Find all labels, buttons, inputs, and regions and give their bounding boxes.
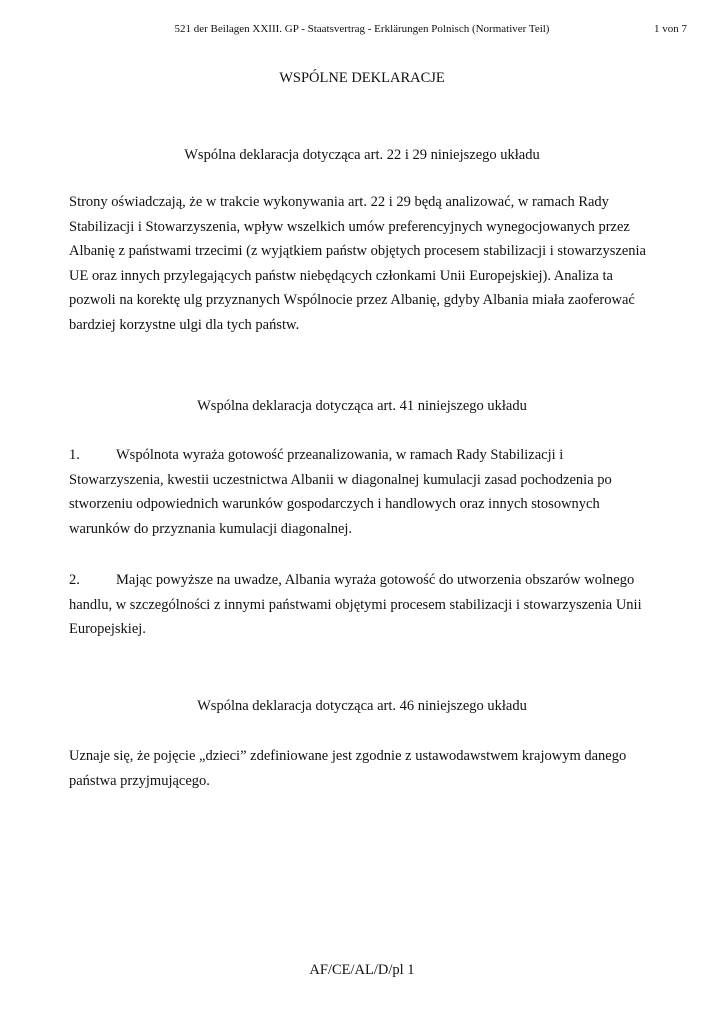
section-heading-art-46: Wspólna deklaracja dotycząca art. 46 niniejszego układu xyxy=(197,698,527,714)
list-item-text: Wspólnota wyraża gotowość przeanalizowania, w ramach Rady Stabilizacji i Stowarzyszenia, kwestii uczestnictwa Albanii w diagonalnej kumulacji zasad pochodzenia po stworzeniu odpowiednich warunków gospodarczych i handlowych oraz innych stosownych warunków do przyznania kumulacji diagonalnej. xyxy=(69,447,612,537)
page-footer-reference: AF/CE/AL/D/pl 1 xyxy=(309,962,415,978)
header-page-indicator: 1 von 7 xyxy=(654,23,687,35)
list-item-text: Mając powyższe na uwadze, Albania wyraża gotowość do utworzenia obszarów wolnego handlu, w szczególności z innymi państwami objętymi procesem stabilizacji i stowarzyszenia Unii Europejskiej. xyxy=(69,572,642,637)
section-paragraph-art-22-29: Strony oświadczają, że w trakcie wykonywania art. 22 i 29 będą analizować, w ramach Rady Stabilizacji i Stowarzyszenia, wpływ wszelkich umów preferencyjnych wynegocjowanych przez Albanię z państwami trzecimi (z wyjątkiem państw objętych procesem stabilizacji i stowarzyszenia UE oraz innych przylegających państw niebędących członkami Unii Europejskiej). Analiza ta pozwoli na korektę ulg przyznanych Wspólnocie przez Albanię, gdyby Albania miała zaoferować bardziej korzystne ulgi dla tych państw. xyxy=(69,194,646,333)
page-title: WSPÓLNE DEKLARACJE xyxy=(279,70,445,86)
list-item xyxy=(69,443,661,541)
list-item xyxy=(69,568,661,642)
section-heading-art-22-29: Wspólna deklaracja dotycząca art. 22 i 29 niniejszego układu xyxy=(184,147,540,163)
section-heading-art-41: Wspólna deklaracja dotycząca art. 41 niniejszego układu xyxy=(197,398,527,414)
section-paragraph-art-46: Uznaje się, że pojęcie „dzieci” zdefiniowane jest zgodnie z ustawodawstwem krajowym danego państwa przyjmującego. xyxy=(69,748,627,789)
list-item-number: 1. xyxy=(69,447,80,463)
header-document-info: 521 der Beilagen XXIII. GP - Staatsvertrag - Erklärungen Polnisch (Normativer Teil) xyxy=(174,23,550,35)
list-item-number: 2. xyxy=(69,572,80,588)
